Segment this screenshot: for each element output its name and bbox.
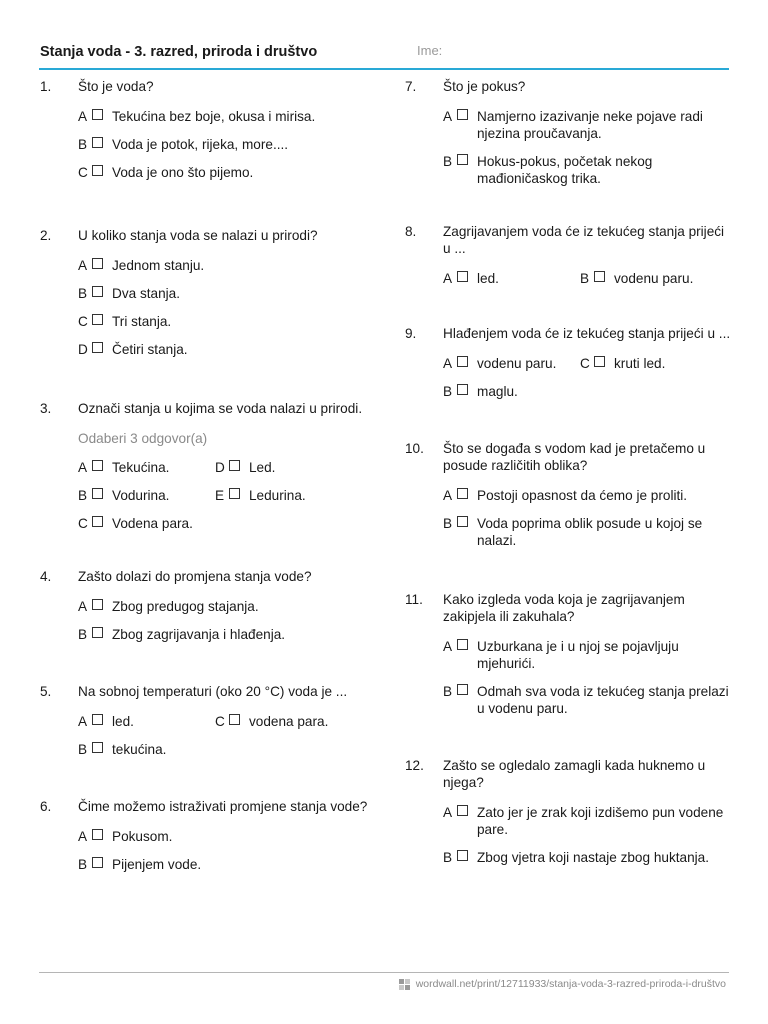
question-text: Zagrijavanjem voda će iz tekućeg stanja prijeći u ... xyxy=(443,224,725,256)
question-line xyxy=(405,757,735,791)
answer-option-a[interactable] xyxy=(443,487,687,504)
option-letter: B xyxy=(78,137,88,152)
option-letter: A xyxy=(78,829,88,844)
option-letter: C xyxy=(78,516,88,531)
answer-option-c[interactable] xyxy=(78,515,215,532)
checkbox[interactable] xyxy=(457,805,468,816)
question-1 xyxy=(40,78,370,181)
option-text: Uzburkana je i u njoj se pojavljuju mjehurići. xyxy=(477,639,679,671)
checkbox[interactable] xyxy=(457,154,468,165)
question-2 xyxy=(40,227,370,358)
answer-option-a[interactable] xyxy=(78,257,204,274)
checkbox[interactable] xyxy=(594,356,605,367)
question-number: 12. xyxy=(405,758,424,773)
option-text: Zbog zagrijavanja i hlađenja. xyxy=(112,627,286,642)
answer-row xyxy=(443,383,735,400)
checkbox[interactable] xyxy=(457,850,468,861)
question-7 xyxy=(405,78,735,187)
checkbox[interactable] xyxy=(457,639,468,650)
question-line xyxy=(40,400,370,417)
question-text: Zašto dolazi do promjena stanja vode? xyxy=(78,569,312,584)
option-letter: A xyxy=(78,258,88,273)
option-text: Vodurina. xyxy=(112,488,170,503)
question-text: Kako izgleda voda koja je zagrijavanjem zakipjela ili zakuhala? xyxy=(443,592,685,624)
option-letter: E xyxy=(215,488,225,503)
answer-option-b[interactable] xyxy=(78,136,288,153)
question-number: 3. xyxy=(40,401,52,416)
answer-row xyxy=(443,270,735,287)
answer-option-c[interactable] xyxy=(215,713,352,730)
name-label: Ime: xyxy=(417,43,443,58)
question-text: Označi stanja u kojima se voda nalazi u prirodi. xyxy=(78,401,363,416)
question-10 xyxy=(405,440,735,549)
option-text: vodenu paru. xyxy=(477,356,557,371)
answer-option-e[interactable] xyxy=(215,487,352,504)
question-number: 1. xyxy=(40,79,52,94)
answer-row xyxy=(78,341,370,358)
checkbox[interactable] xyxy=(457,516,468,527)
checkbox[interactable] xyxy=(457,684,468,695)
checkbox[interactable] xyxy=(92,342,103,353)
option-text: Tekućina. xyxy=(112,460,170,475)
option-text: Četiri stanja. xyxy=(112,342,188,357)
checkbox[interactable] xyxy=(92,627,103,638)
question-text: U koliko stanja voda se nalazi u prirodi? xyxy=(78,228,318,243)
answer-option-a[interactable] xyxy=(78,459,215,476)
answer-row xyxy=(443,108,735,142)
question-number: 8. xyxy=(405,224,417,239)
option-letter: A xyxy=(443,356,453,371)
checkbox[interactable] xyxy=(457,356,468,367)
page-title: Stanja voda - 3. razred, priroda i društvo xyxy=(40,44,318,60)
checkbox[interactable] xyxy=(92,109,103,120)
option-letter: C xyxy=(78,314,88,329)
checkbox[interactable] xyxy=(229,714,240,725)
question-6 xyxy=(40,798,370,873)
option-letter: C xyxy=(78,165,88,180)
answer-row xyxy=(443,849,735,866)
question-8 xyxy=(405,223,735,287)
answer-option-a[interactable] xyxy=(78,598,259,615)
questions-column-right xyxy=(405,78,735,866)
answer-row xyxy=(78,598,370,615)
option-text: led. xyxy=(477,271,499,286)
answer-row xyxy=(78,136,370,153)
checkbox[interactable] xyxy=(92,599,103,610)
answer-option-a[interactable] xyxy=(78,828,172,845)
option-letter: A xyxy=(443,639,453,654)
answer-options xyxy=(443,804,735,866)
question-number: 11. xyxy=(405,592,423,607)
answer-option-a[interactable] xyxy=(443,108,735,142)
option-text: Voda je potok, rijeka, more.... xyxy=(112,137,289,152)
question-line xyxy=(40,683,370,700)
option-letter: B xyxy=(580,271,590,286)
answer-row xyxy=(78,828,370,845)
answer-row xyxy=(443,638,735,672)
answer-options xyxy=(443,487,735,549)
answer-option-b[interactable] xyxy=(78,285,180,302)
answer-row xyxy=(78,626,370,643)
option-letter: B xyxy=(78,286,88,301)
option-letter: B xyxy=(443,684,453,699)
option-letter: C xyxy=(215,714,225,729)
answer-option-b[interactable] xyxy=(78,487,215,504)
checkbox[interactable] xyxy=(92,714,103,725)
answer-option-d[interactable] xyxy=(78,341,188,358)
page-header xyxy=(39,40,729,70)
question-line xyxy=(40,568,370,585)
answer-options xyxy=(78,828,370,873)
question-4 xyxy=(40,568,370,643)
answer-options xyxy=(443,270,735,287)
answer-option-b[interactable] xyxy=(443,515,735,549)
checkbox[interactable] xyxy=(92,314,103,325)
question-line xyxy=(405,591,735,625)
answer-option-a[interactable] xyxy=(78,108,315,125)
answer-option-c[interactable] xyxy=(78,313,171,330)
question-12 xyxy=(405,757,735,866)
option-text: Dva stanja. xyxy=(112,286,181,301)
option-letter: B xyxy=(78,857,88,872)
answer-row xyxy=(443,355,735,372)
option-letter: B xyxy=(78,627,88,642)
answer-option-b[interactable] xyxy=(443,683,735,717)
answer-option-c[interactable] xyxy=(580,355,717,372)
answer-option-b[interactable] xyxy=(443,383,580,400)
question-text: Hlađenjem voda će iz tekućeg stanja prijeći u ... xyxy=(443,326,731,341)
question-number: 10. xyxy=(405,441,424,456)
option-letter: A xyxy=(443,109,453,124)
option-text: Pijenjem vode. xyxy=(112,857,202,872)
footer-url[interactable]: wordwall.net/print/12711933/stanja-voda-3-razred-priroda-i-društvo xyxy=(415,978,726,990)
question-5 xyxy=(40,683,370,758)
question-9 xyxy=(405,325,735,400)
answer-row xyxy=(78,285,370,302)
option-letter: A xyxy=(443,488,453,503)
answer-option-b[interactable] xyxy=(443,153,735,187)
checkbox[interactable] xyxy=(229,460,240,471)
option-letter: B xyxy=(443,850,453,865)
checkbox[interactable] xyxy=(92,137,103,148)
answer-option-c[interactable] xyxy=(78,164,253,181)
checkbox[interactable] xyxy=(92,165,103,176)
answer-row xyxy=(78,313,370,330)
answer-option-a[interactable] xyxy=(443,355,580,372)
question-text: Što se događa s vodom kad je pretačemo u posude različitih oblika? xyxy=(443,441,706,473)
answer-options xyxy=(78,598,370,643)
answer-count-hint: Odaberi 3 odgovor(a) xyxy=(78,431,208,446)
answer-options xyxy=(443,108,735,187)
answer-row xyxy=(78,459,370,476)
question-3 xyxy=(40,400,370,532)
answer-row xyxy=(78,515,370,532)
question-line xyxy=(405,325,735,342)
option-letter: A xyxy=(78,714,88,729)
checkbox[interactable] xyxy=(92,516,103,527)
answer-option-d[interactable] xyxy=(215,459,352,476)
question-line xyxy=(405,440,735,474)
answer-options xyxy=(78,713,370,758)
option-text: Namjerno izazivanje neke pojave radi njezina proučavanja. xyxy=(477,109,703,141)
option-letter: B xyxy=(443,154,453,169)
question-11 xyxy=(405,591,735,717)
option-letter: A xyxy=(443,271,453,286)
answer-row xyxy=(78,713,370,730)
checkbox[interactable] xyxy=(92,460,103,471)
answer-row xyxy=(78,741,370,758)
option-text: Postoji opasnost da ćemo je proliti. xyxy=(477,488,688,503)
option-text: Zbog predugog stajanja. xyxy=(112,599,259,614)
question-number: 9. xyxy=(405,326,417,341)
checkbox[interactable] xyxy=(457,384,468,395)
option-text: kruti led. xyxy=(614,356,666,371)
answer-option-b[interactable] xyxy=(78,626,285,643)
option-text: Zbog vjetra koji nastaje zbog huktanja. xyxy=(477,850,709,865)
question-line xyxy=(40,227,370,244)
checkbox[interactable] xyxy=(92,742,103,753)
option-letter: B xyxy=(78,742,88,757)
question-line xyxy=(405,223,735,257)
option-letter: B xyxy=(443,384,453,399)
answer-options xyxy=(78,108,370,181)
answer-option-b[interactable] xyxy=(78,741,215,758)
checkbox[interactable] xyxy=(92,829,103,840)
option-text: Ledurina. xyxy=(249,488,306,503)
question-number: 4. xyxy=(40,569,52,584)
option-text: vodenu paru. xyxy=(614,271,694,286)
option-text: Tri stanja. xyxy=(112,314,172,329)
option-text: Pokusom. xyxy=(112,829,173,844)
answer-options xyxy=(78,257,370,358)
question-text: Čime možemo istraživati promjene stanja vode? xyxy=(78,799,368,814)
answer-option-b[interactable] xyxy=(78,856,201,873)
checkbox[interactable] xyxy=(92,488,103,499)
answer-option-a[interactable] xyxy=(443,270,580,287)
option-text: Hokus-pokus, početak nekog mađioničaskog trika. xyxy=(477,154,653,186)
option-letter: A xyxy=(78,109,88,124)
answer-option-b[interactable] xyxy=(580,270,717,287)
answer-row xyxy=(443,804,735,838)
question-number: 7. xyxy=(405,79,417,94)
question-text: Na sobnoj temperaturi (oko 20 °C) voda je ... xyxy=(78,684,348,699)
checkbox[interactable] xyxy=(92,857,103,868)
question-number: 6. xyxy=(40,799,52,814)
answer-row xyxy=(443,683,735,717)
option-text: Led. xyxy=(249,460,276,475)
question-line xyxy=(405,78,735,95)
wordwall-logo-icon xyxy=(399,979,410,990)
answer-option-a[interactable] xyxy=(443,804,735,838)
footer-divider xyxy=(39,972,729,973)
option-text: Tekućina bez boje, okusa i mirisa. xyxy=(112,109,316,124)
question-line xyxy=(40,78,370,95)
option-text: Jednom stanju. xyxy=(112,258,205,273)
question-number: 5. xyxy=(40,684,52,699)
option-letter: B xyxy=(78,488,88,503)
answer-row xyxy=(443,153,735,187)
answer-row xyxy=(78,108,370,125)
option-text: Zato jer je zrak koji izdišemo pun vodene pare. xyxy=(477,805,724,837)
option-letter: B xyxy=(443,516,453,531)
checkbox[interactable] xyxy=(457,271,468,282)
option-letter: A xyxy=(78,460,88,475)
answer-options xyxy=(443,638,735,717)
answer-row xyxy=(443,515,735,549)
answer-row xyxy=(78,257,370,274)
question-number: 2. xyxy=(40,228,52,243)
answer-option-a[interactable] xyxy=(443,638,735,672)
option-text: Odmah sva voda iz tekućeg stanja prelazi u vodenu paru. xyxy=(477,684,729,716)
questions-column-left xyxy=(40,78,370,873)
option-letter: D xyxy=(215,460,225,475)
answer-options xyxy=(78,459,370,532)
option-letter: D xyxy=(78,342,88,357)
question-text: Što je pokus? xyxy=(443,79,526,94)
answer-row xyxy=(78,487,370,504)
checkbox[interactable] xyxy=(594,271,605,282)
answer-option-a[interactable] xyxy=(78,713,215,730)
question-line xyxy=(40,798,370,815)
checkbox[interactable] xyxy=(92,286,103,297)
answer-row xyxy=(443,487,735,504)
checkbox[interactable] xyxy=(457,109,468,120)
footer xyxy=(399,978,726,990)
answer-row xyxy=(78,164,370,181)
checkbox[interactable] xyxy=(457,488,468,499)
answer-option-b[interactable] xyxy=(443,849,709,866)
option-text: led. xyxy=(112,714,134,729)
answer-row xyxy=(78,856,370,873)
option-text: tekućina. xyxy=(112,742,167,757)
option-text: maglu. xyxy=(477,384,518,399)
option-letter: A xyxy=(78,599,88,614)
question-text: Što je voda? xyxy=(78,79,154,94)
option-letter: A xyxy=(443,805,453,820)
answer-options xyxy=(443,355,735,400)
question-text: Zašto se ogledalo zamagli kada huknemo u njega? xyxy=(443,758,706,790)
checkbox[interactable] xyxy=(229,488,240,499)
option-text: vodena para. xyxy=(249,714,329,729)
option-letter: C xyxy=(580,356,590,371)
option-text: Voda je ono što pijemo. xyxy=(112,165,254,180)
option-text: Voda poprima oblik posude u kojoj se nalazi. xyxy=(477,516,703,548)
checkbox[interactable] xyxy=(92,258,103,269)
option-text: Vodena para. xyxy=(112,516,193,531)
